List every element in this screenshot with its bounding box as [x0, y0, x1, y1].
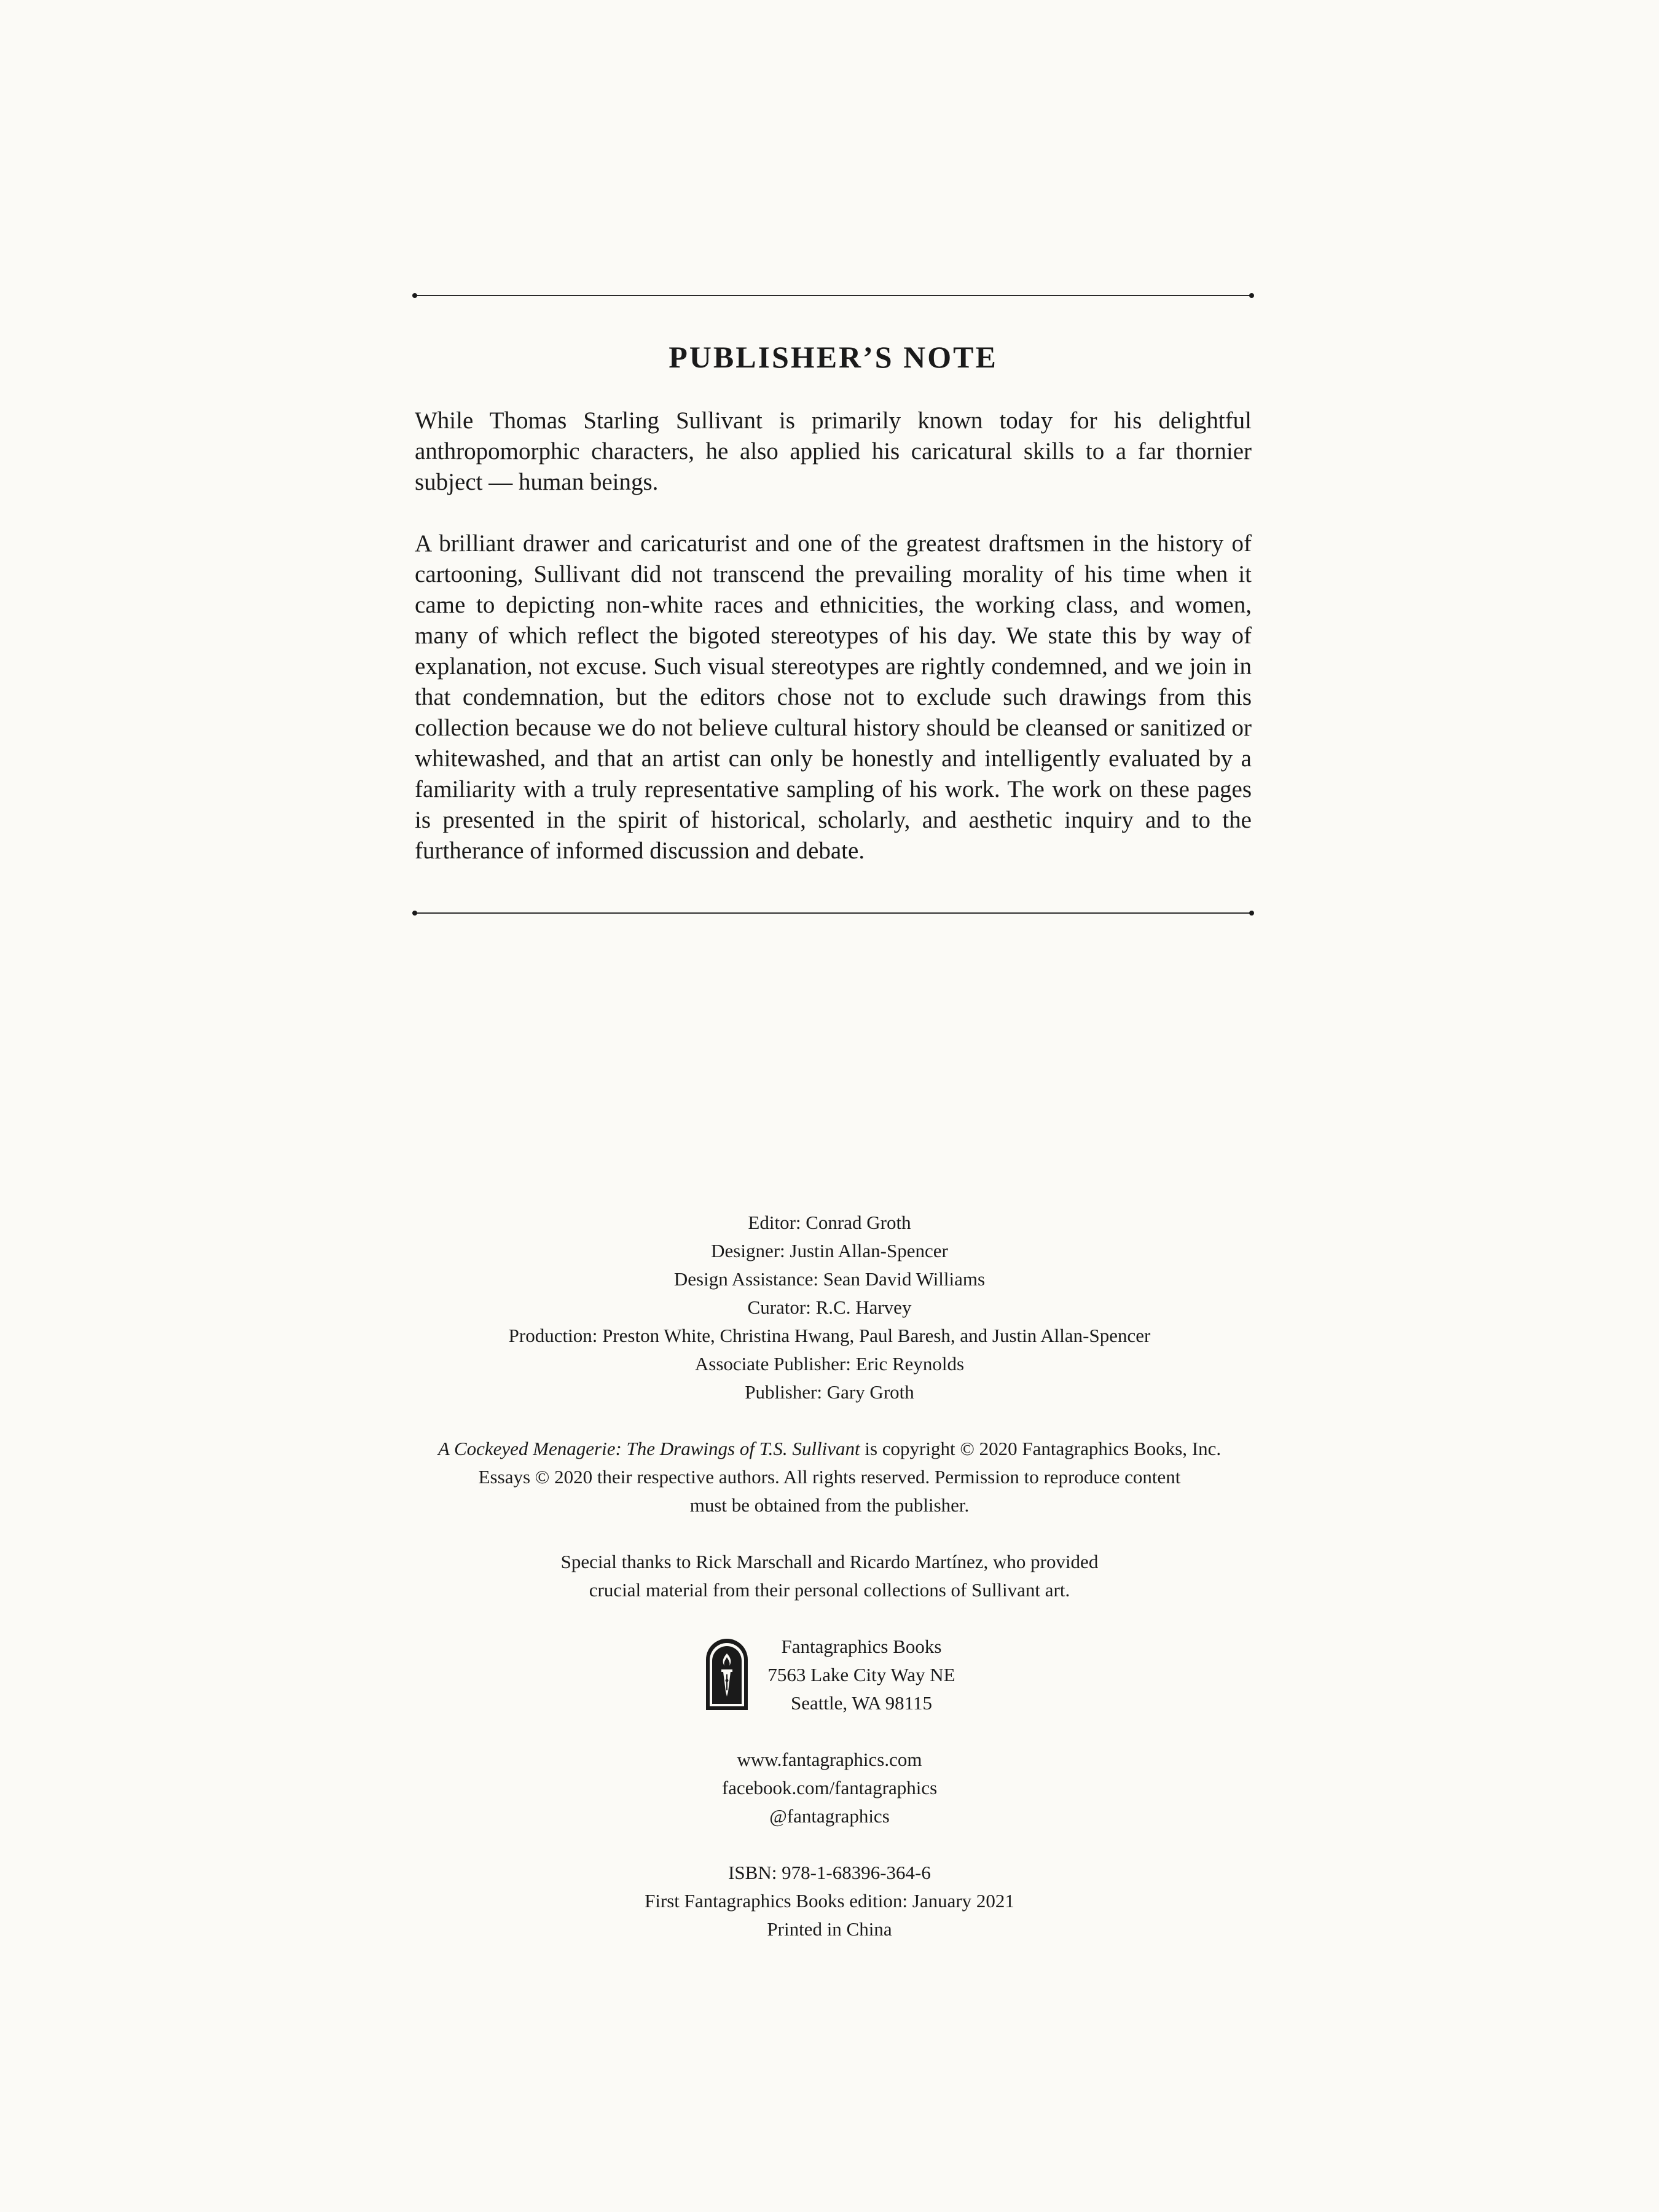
edition-info	[0, 1859, 1659, 1943]
edition-line: First Fantagraphics Books edition: January 2021	[645, 1890, 1014, 1912]
printed-in: Printed in China	[767, 1918, 892, 1940]
credit-line: Associate Publisher: Eric Reynolds	[694, 1353, 965, 1375]
website-link: www.fantagraphics.com	[737, 1749, 922, 1770]
bottom-divider-rule	[415, 912, 1252, 914]
copyright-notice	[0, 1435, 1659, 1520]
publisher-address	[767, 1633, 955, 1717]
publisher-address-block	[0, 1633, 1659, 1717]
copyright-line: Essays © 2020 their respective authors. All rights reserved. Permission to reproduce content	[478, 1466, 1181, 1488]
social-handle: @fantagraphics	[769, 1805, 890, 1827]
top-divider-rule	[415, 295, 1252, 296]
copyright-line	[0, 1435, 1659, 1463]
publishers-note-body	[415, 406, 1252, 897]
credit-line: Curator: R.C. Harvey	[747, 1296, 912, 1318]
note-paragraph: A brilliant drawer and caricaturist and one of the greatest draftsmen in the history of cartooning, Sullivant did not transcend the prevailing morality of his time when it came to depicting non-white races and ethnicities, the working class, and women, many of which reflect the bigoted stereotypes of his day. We state this by way of explanation, not excuse. Such visual stereotypes are rightly condemned, and we join in that condemnation, but the editors chose not to exclude such drawings from this collection because we do not believe cultural history should be cleansed or sanitized or whitewashed, and that an artist can only be honestly and intelligently evaluated by a familiarity with a truly representative sampling of his work. The work on these pages is presented in the spirit of historical, scholarly, and aesthetic inquiry and to the furtherance of informed discussion and debate.	[415, 530, 1252, 864]
book-title: A Cockeyed Menagerie: The Drawings of T.S. Sullivant	[437, 1438, 860, 1459]
credit-line: Editor: Conrad Groth	[748, 1212, 911, 1233]
publishers-note-title: PUBLISHER’S NOTE	[669, 340, 998, 374]
note-paragraph: While Thomas Starling Sullivant is primarily known today for his delightful anthropomorphic characters, he also applied his caricatural skills to a far thornier subject — human beings.	[415, 407, 1252, 495]
isbn: ISBN: 978-1-68396-364-6	[728, 1862, 931, 1883]
staff-credits	[0, 1209, 1659, 1406]
thanks-line: Special thanks to Rick Marschall and Ricardo Martínez, who provided	[560, 1551, 1099, 1572]
web-links	[0, 1746, 1659, 1830]
copyright-text: is copyright © 2020 Fantagraphics Books, Inc.	[860, 1438, 1222, 1459]
credit-line: Designer: Justin Allan-Spencer	[711, 1240, 948, 1261]
thanks-line: crucial material from their personal collections of Sullivant art.	[589, 1579, 1070, 1601]
fantagraphics-pen-logo-icon	[704, 1637, 750, 1712]
address-line: Fantagraphics Books	[781, 1636, 942, 1657]
special-thanks	[0, 1548, 1659, 1604]
credit-line: Design Assistance: Sean David Williams	[673, 1268, 986, 1290]
credit-line: Production: Preston White, Christina Hwang, Paul Baresh, and Justin Allan-Spencer	[508, 1325, 1151, 1346]
address-line: 7563 Lake City Way NE	[767, 1664, 955, 1685]
credit-line: Publisher: Gary Groth	[745, 1381, 914, 1403]
address-line: Seattle, WA 98115	[791, 1692, 932, 1714]
copyright-line: must be obtained from the publisher.	[689, 1494, 970, 1516]
colophon	[0, 1209, 1659, 1943]
facebook-link: facebook.com/fantagraphics	[721, 1777, 938, 1798]
